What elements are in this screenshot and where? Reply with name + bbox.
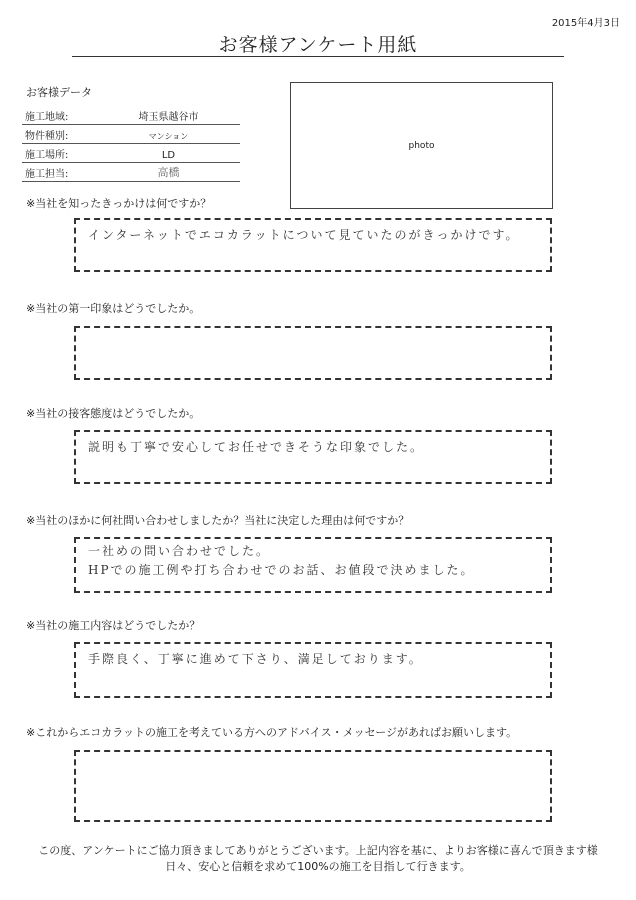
customer-data-heading: お客様データ <box>26 86 92 99</box>
data-row-staff <box>22 163 240 182</box>
data-value: マンション <box>148 132 189 141</box>
data-row-property-type <box>22 125 240 144</box>
question-1: ※当社を知ったきっかけは何ですか？ <box>26 197 212 210</box>
answer-line: 説明も丁寧で安心してお任せできそうな印象でした。 <box>88 440 425 454</box>
data-label: 施工担当: <box>25 169 69 180</box>
answer-line: 手際良く、丁寧に進めて下さり、満足しております。 <box>88 652 423 666</box>
data-value-handwritten: 高橋 <box>157 166 180 179</box>
answer-box-5 <box>74 642 552 698</box>
data-label: 物件種別: <box>25 131 69 142</box>
answer-box-1 <box>74 218 552 272</box>
title-underline <box>72 56 564 57</box>
answer-box-6 <box>74 750 552 822</box>
data-value: LD <box>161 150 176 161</box>
customer-data-table <box>22 106 240 182</box>
page-title: お客様アンケート用紙 <box>218 34 418 56</box>
data-value: 埼玉県越谷市 <box>138 112 199 123</box>
survey-date: 2015年4月3日 <box>551 18 620 29</box>
answer-box-3 <box>74 430 552 484</box>
answer-box-2 <box>74 326 552 380</box>
data-row-area <box>22 106 240 125</box>
answer-box-4 <box>74 537 552 593</box>
answer-line: HPでの施工例や打ち合わせでのお話、お値段で決めました。 <box>88 563 475 578</box>
footer-line-2: 日々、安心と信頼を求めて100%の施工を目指して行きます。 <box>165 859 471 873</box>
photo-placeholder <box>290 82 553 209</box>
data-label: 施工場所: <box>25 150 69 161</box>
photo-label: photo <box>408 140 435 151</box>
footer-message <box>0 843 636 875</box>
question-2: ※当社の第一印象はどうでしたか。 <box>26 302 201 315</box>
answer-line: インターネットでエコカラットについて見ていたのがきっかけです。 <box>88 228 520 242</box>
data-row-location <box>22 144 240 163</box>
question-5: ※当社の施工内容はどうでしたか？ <box>26 619 201 632</box>
answer-line: 一社めの問い合わせでした。 <box>88 544 271 558</box>
question-4: ※当社のほかに何社問い合わせしましたか？当社に決定した理由は何ですか？ <box>26 514 410 527</box>
question-6: ※これからエコカラットの施工を考えている方へのアドバイス・メッセージがあればお願いします。 <box>26 726 518 739</box>
footer-line-1: この度、アンケートにご協力頂きましてありがとうございます。上記内容を基に、よりお客様に喜んで頂きます様 <box>38 844 598 857</box>
question-3: ※当社の接客態度はどうでしたか。 <box>26 407 201 420</box>
data-label: 施工地域: <box>25 112 69 123</box>
